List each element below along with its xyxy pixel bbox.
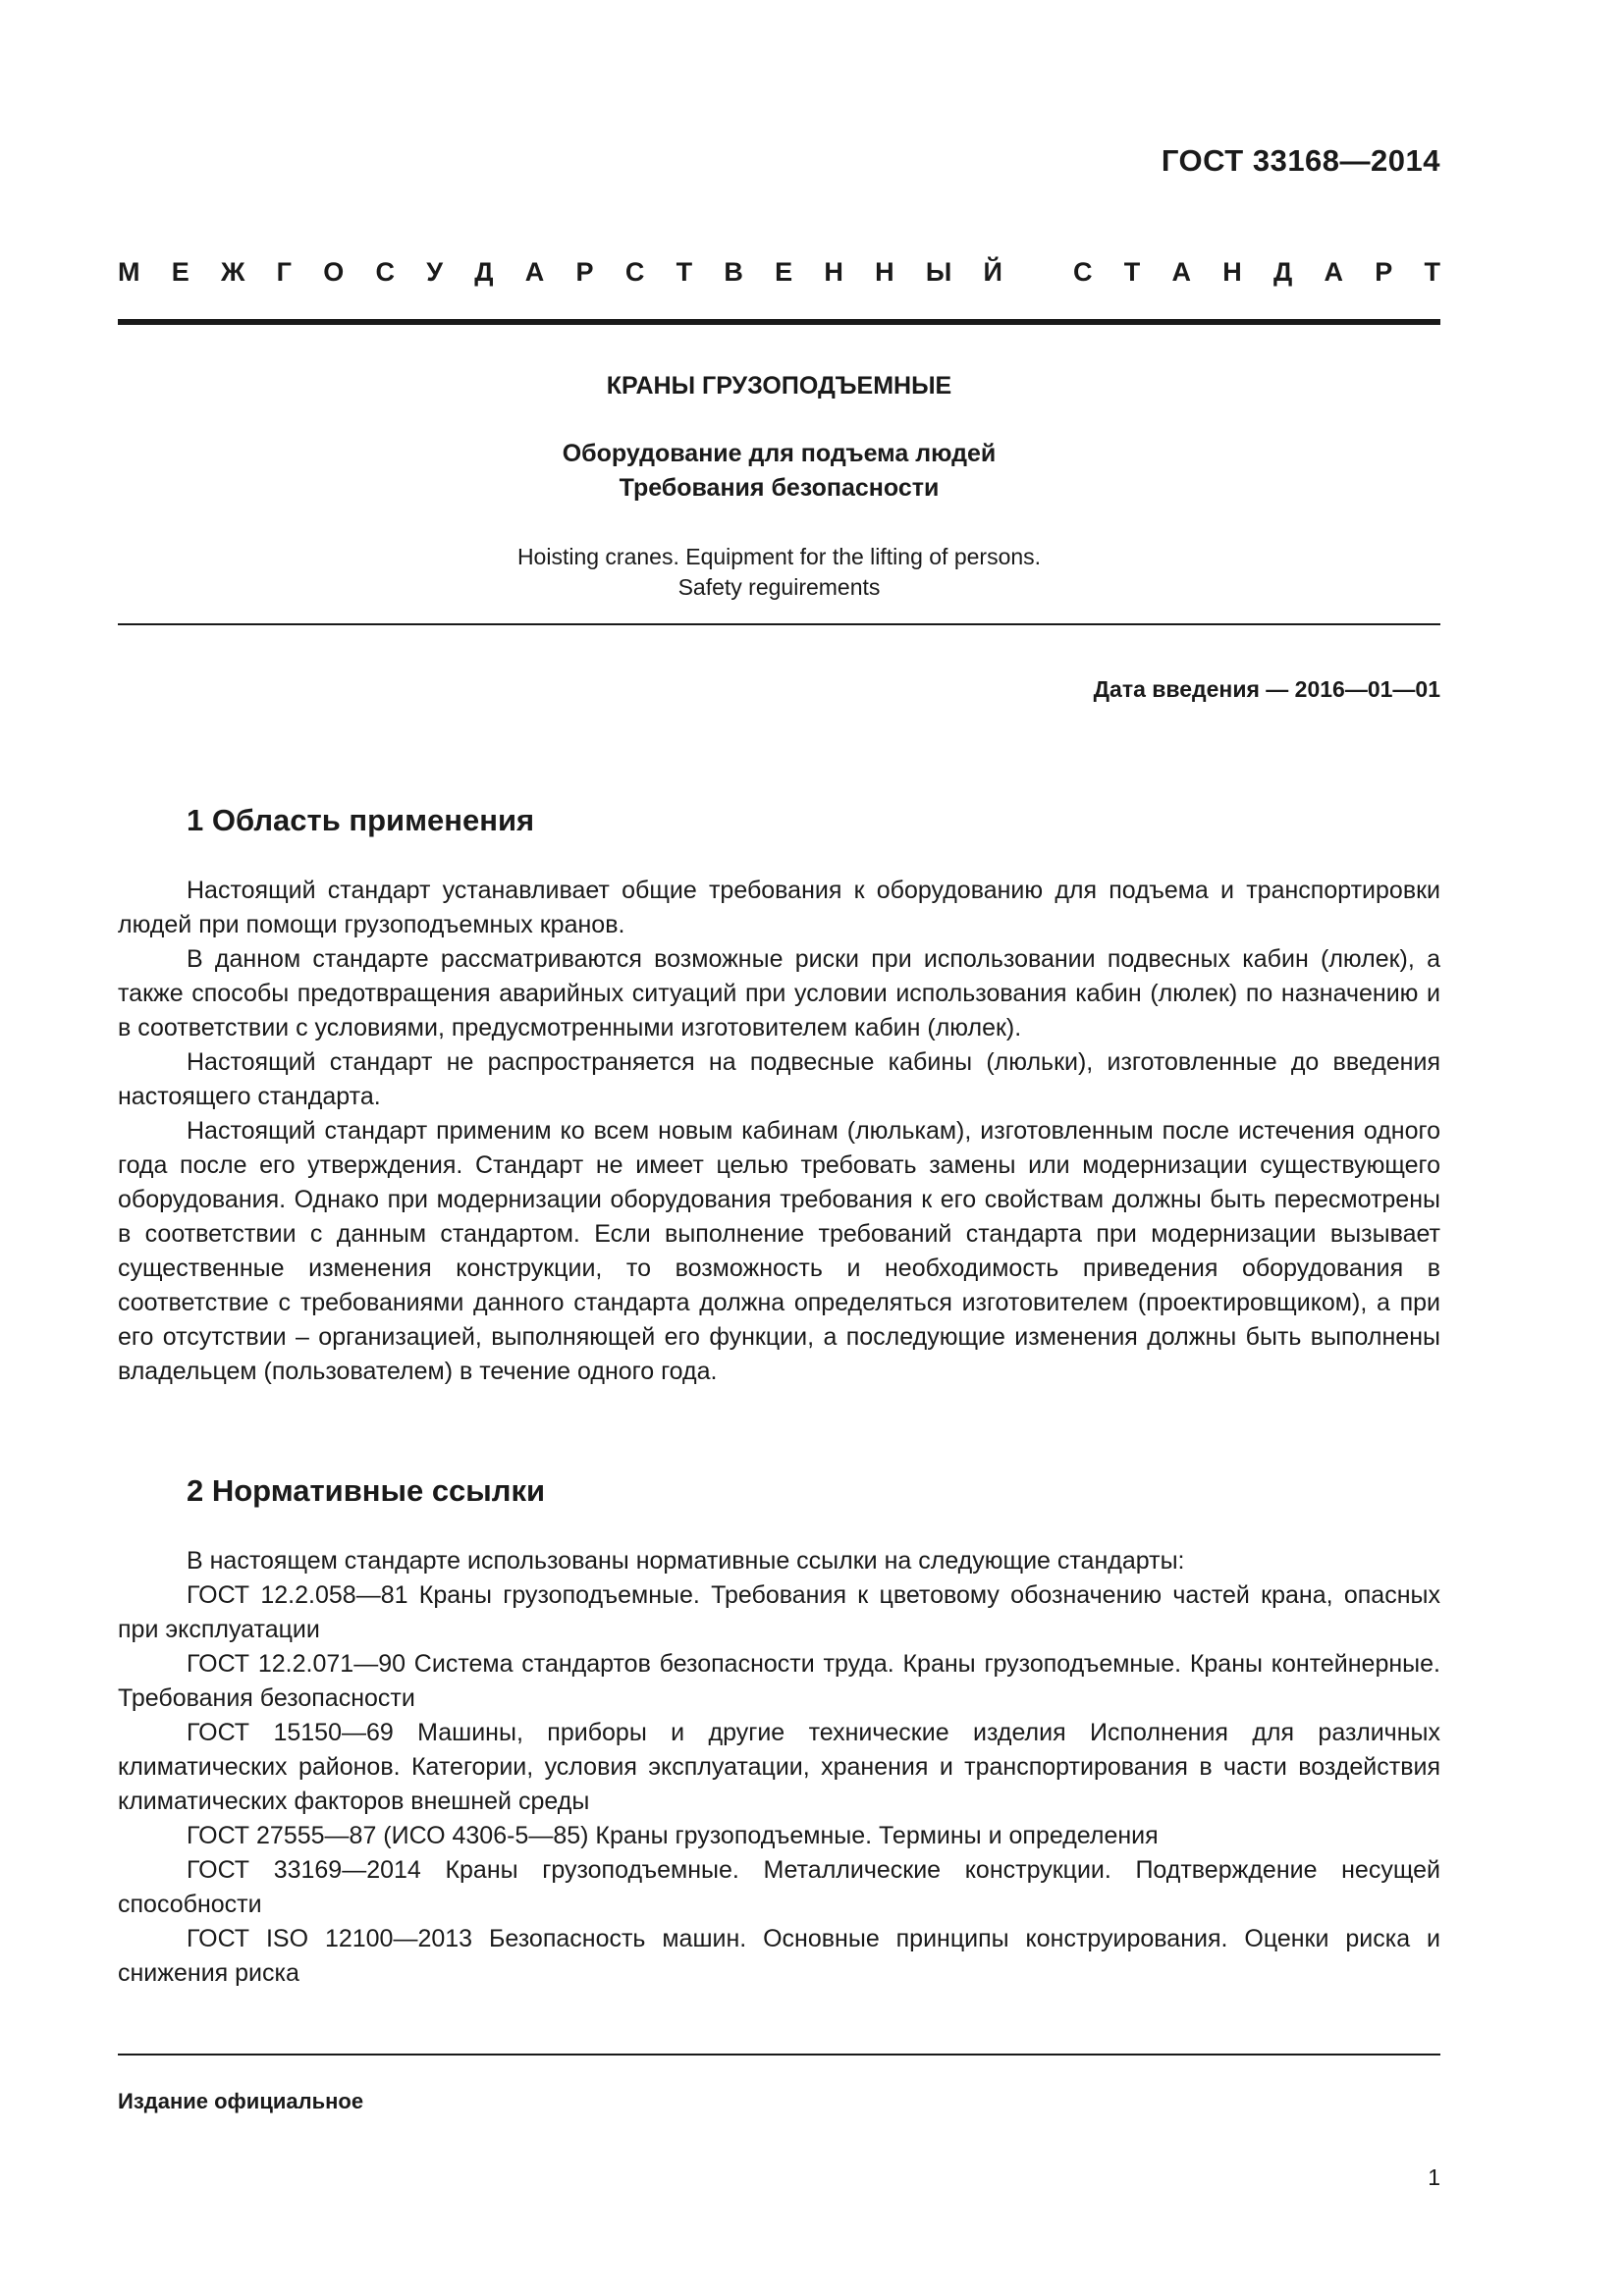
- section-2-body: [118, 1544, 1440, 1991]
- banner-letter: Д: [1272, 257, 1293, 287]
- section-1-paragraph: Настоящий стандарт не распространяется на подвесные кабины (люльки), изготовленные до введения настоящего стандарта.: [118, 1048, 1440, 1110]
- banner-letter: Р: [575, 257, 594, 287]
- banner-gap: [1034, 257, 1042, 288]
- footer-divider: [118, 2054, 1440, 2056]
- subtitle-line-1: Оборудование для подъема людей: [562, 440, 997, 467]
- english-title-line-2: Safety reguirements: [677, 574, 881, 600]
- banner-letter: Е: [775, 257, 793, 287]
- reference-item: ГОСТ 15150—69 Машины, приборы и другие технические изделия Исполнения для различных климатических районов. Категории, условия эксплуатации, хранения и транспортирования в части воздействия климатических факторов внешней среды: [118, 1719, 1440, 1815]
- banner-letter: А: [1324, 257, 1343, 287]
- banner-letter: А: [1171, 257, 1191, 287]
- banner-letter: С: [375, 257, 395, 287]
- banner-letter: Ж: [221, 257, 245, 287]
- reference-item: ГОСТ 12.2.058—81 Краны грузоподъемные. Требования к цветовому обозначению частей крана, опасных при эксплуатации: [118, 1581, 1440, 1643]
- english-title: [118, 542, 1440, 603]
- interstate-standard-banner: [118, 257, 1440, 288]
- banner-letter: Т: [1123, 257, 1141, 287]
- banner-letter: У: [426, 257, 444, 287]
- banner-letter: Н: [875, 257, 894, 287]
- section-2-paragraph: В настоящем стандарте использованы нормативные ссылки на следующие стандарты:: [187, 1547, 1185, 1575]
- introduction-date: Дата введения — 2016—01—01: [1093, 676, 1440, 702]
- official-edition-label: Издание официальное: [118, 2089, 364, 2113]
- banner-letter: Н: [824, 257, 843, 287]
- section-1-heading: 1 Область применения: [187, 803, 535, 837]
- section-2-heading: 2 Нормативные ссылки: [187, 1473, 546, 1508]
- section-1-paragraph: Настоящий стандарт устанавливает общие требования к оборудованию для подъема и транспортировки людей при помощи грузоподъемных кранов.: [118, 877, 1440, 938]
- banner-letter: Г: [276, 257, 292, 287]
- reference-item: ГОСТ ISO 12100—2013 Безопасность машин. Основные принципы конструирования. Оценки риска и снижения риска: [118, 1925, 1440, 1987]
- banner-letter: Е: [171, 257, 189, 287]
- document-subtitle: [118, 437, 1440, 506]
- document-number: ГОСТ 33168—2014: [1161, 143, 1440, 178]
- banner-letter: Т: [1424, 257, 1440, 287]
- document-title: КРАНЫ ГРУЗОПОДЪЕМНЫЕ: [606, 372, 952, 400]
- reference-item: ГОСТ 33169—2014 Краны грузоподъемные. Металлические конструкции. Подтверждение несущей способности: [118, 1856, 1440, 1918]
- banner-letter: С: [1072, 257, 1093, 287]
- banner-letter: Й: [983, 257, 1002, 287]
- banner-letter: А: [524, 257, 545, 287]
- subtitle-line-2: Требования безопасности: [619, 474, 940, 502]
- banner-letter: О: [323, 257, 345, 287]
- section-1-paragraph: Настоящий стандарт применим ко всем новым кабинам (люлькам), изготовленным после истечения одного года после его утверждения. Стандарт не имеет целью требовать замены или модернизации существующего оборудования. Однако при модернизации оборудования требования к его свойствам должны быть пересмотрены в соответствии с данным стандартом. Если выполнение требований стандарта при модернизации вызывает существенные изменения конструкции, то возможность и необходимость приведения оборудования в соответствие с требованиями данного стандарта должна определяться изготовителем (проектировщиком), а при его отсутствии – организацией, выполняющей его функции, а последующие изменения должны быть выполнены владельцем (пользователем) в течение одного года.: [118, 1117, 1440, 1385]
- reference-item: ГОСТ 12.2.071—90 Система стандартов безопасности труда. Краны грузоподъемные. Краны контейнерные. Требования безопасности: [118, 1650, 1440, 1712]
- title-divider: [118, 623, 1440, 625]
- english-title-line-1: Hoisting cranes. Equipment for the lifting of persons.: [516, 544, 1042, 569]
- banner-letter: Ы: [925, 257, 952, 287]
- banner-letter: Д: [474, 257, 494, 287]
- banner-letter: С: [624, 257, 645, 287]
- header-divider: [118, 319, 1440, 325]
- banner-letter: М: [118, 257, 140, 287]
- banner-letter: Н: [1222, 257, 1242, 287]
- section-1-paragraph: В данном стандарте рассматриваются возможные риски при использовании подвесных кабин (люлек), а также способы предотвращения аварийных ситуаций при условии использования кабин (люлек) по назначению и в соответствии с условиями, предусмотренными изготовителем кабин (люлек).: [118, 945, 1440, 1041]
- banner-letter: Р: [1375, 257, 1393, 287]
- page-number: 1: [1428, 2164, 1440, 2190]
- banner-letter: В: [724, 257, 743, 287]
- section-1-body: [118, 874, 1440, 1389]
- banner-letter: Т: [676, 257, 693, 287]
- reference-item: ГОСТ 27555—87 (ИСО 4306-5—85) Краны грузоподъемные. Термины и определения: [187, 1822, 1159, 1849]
